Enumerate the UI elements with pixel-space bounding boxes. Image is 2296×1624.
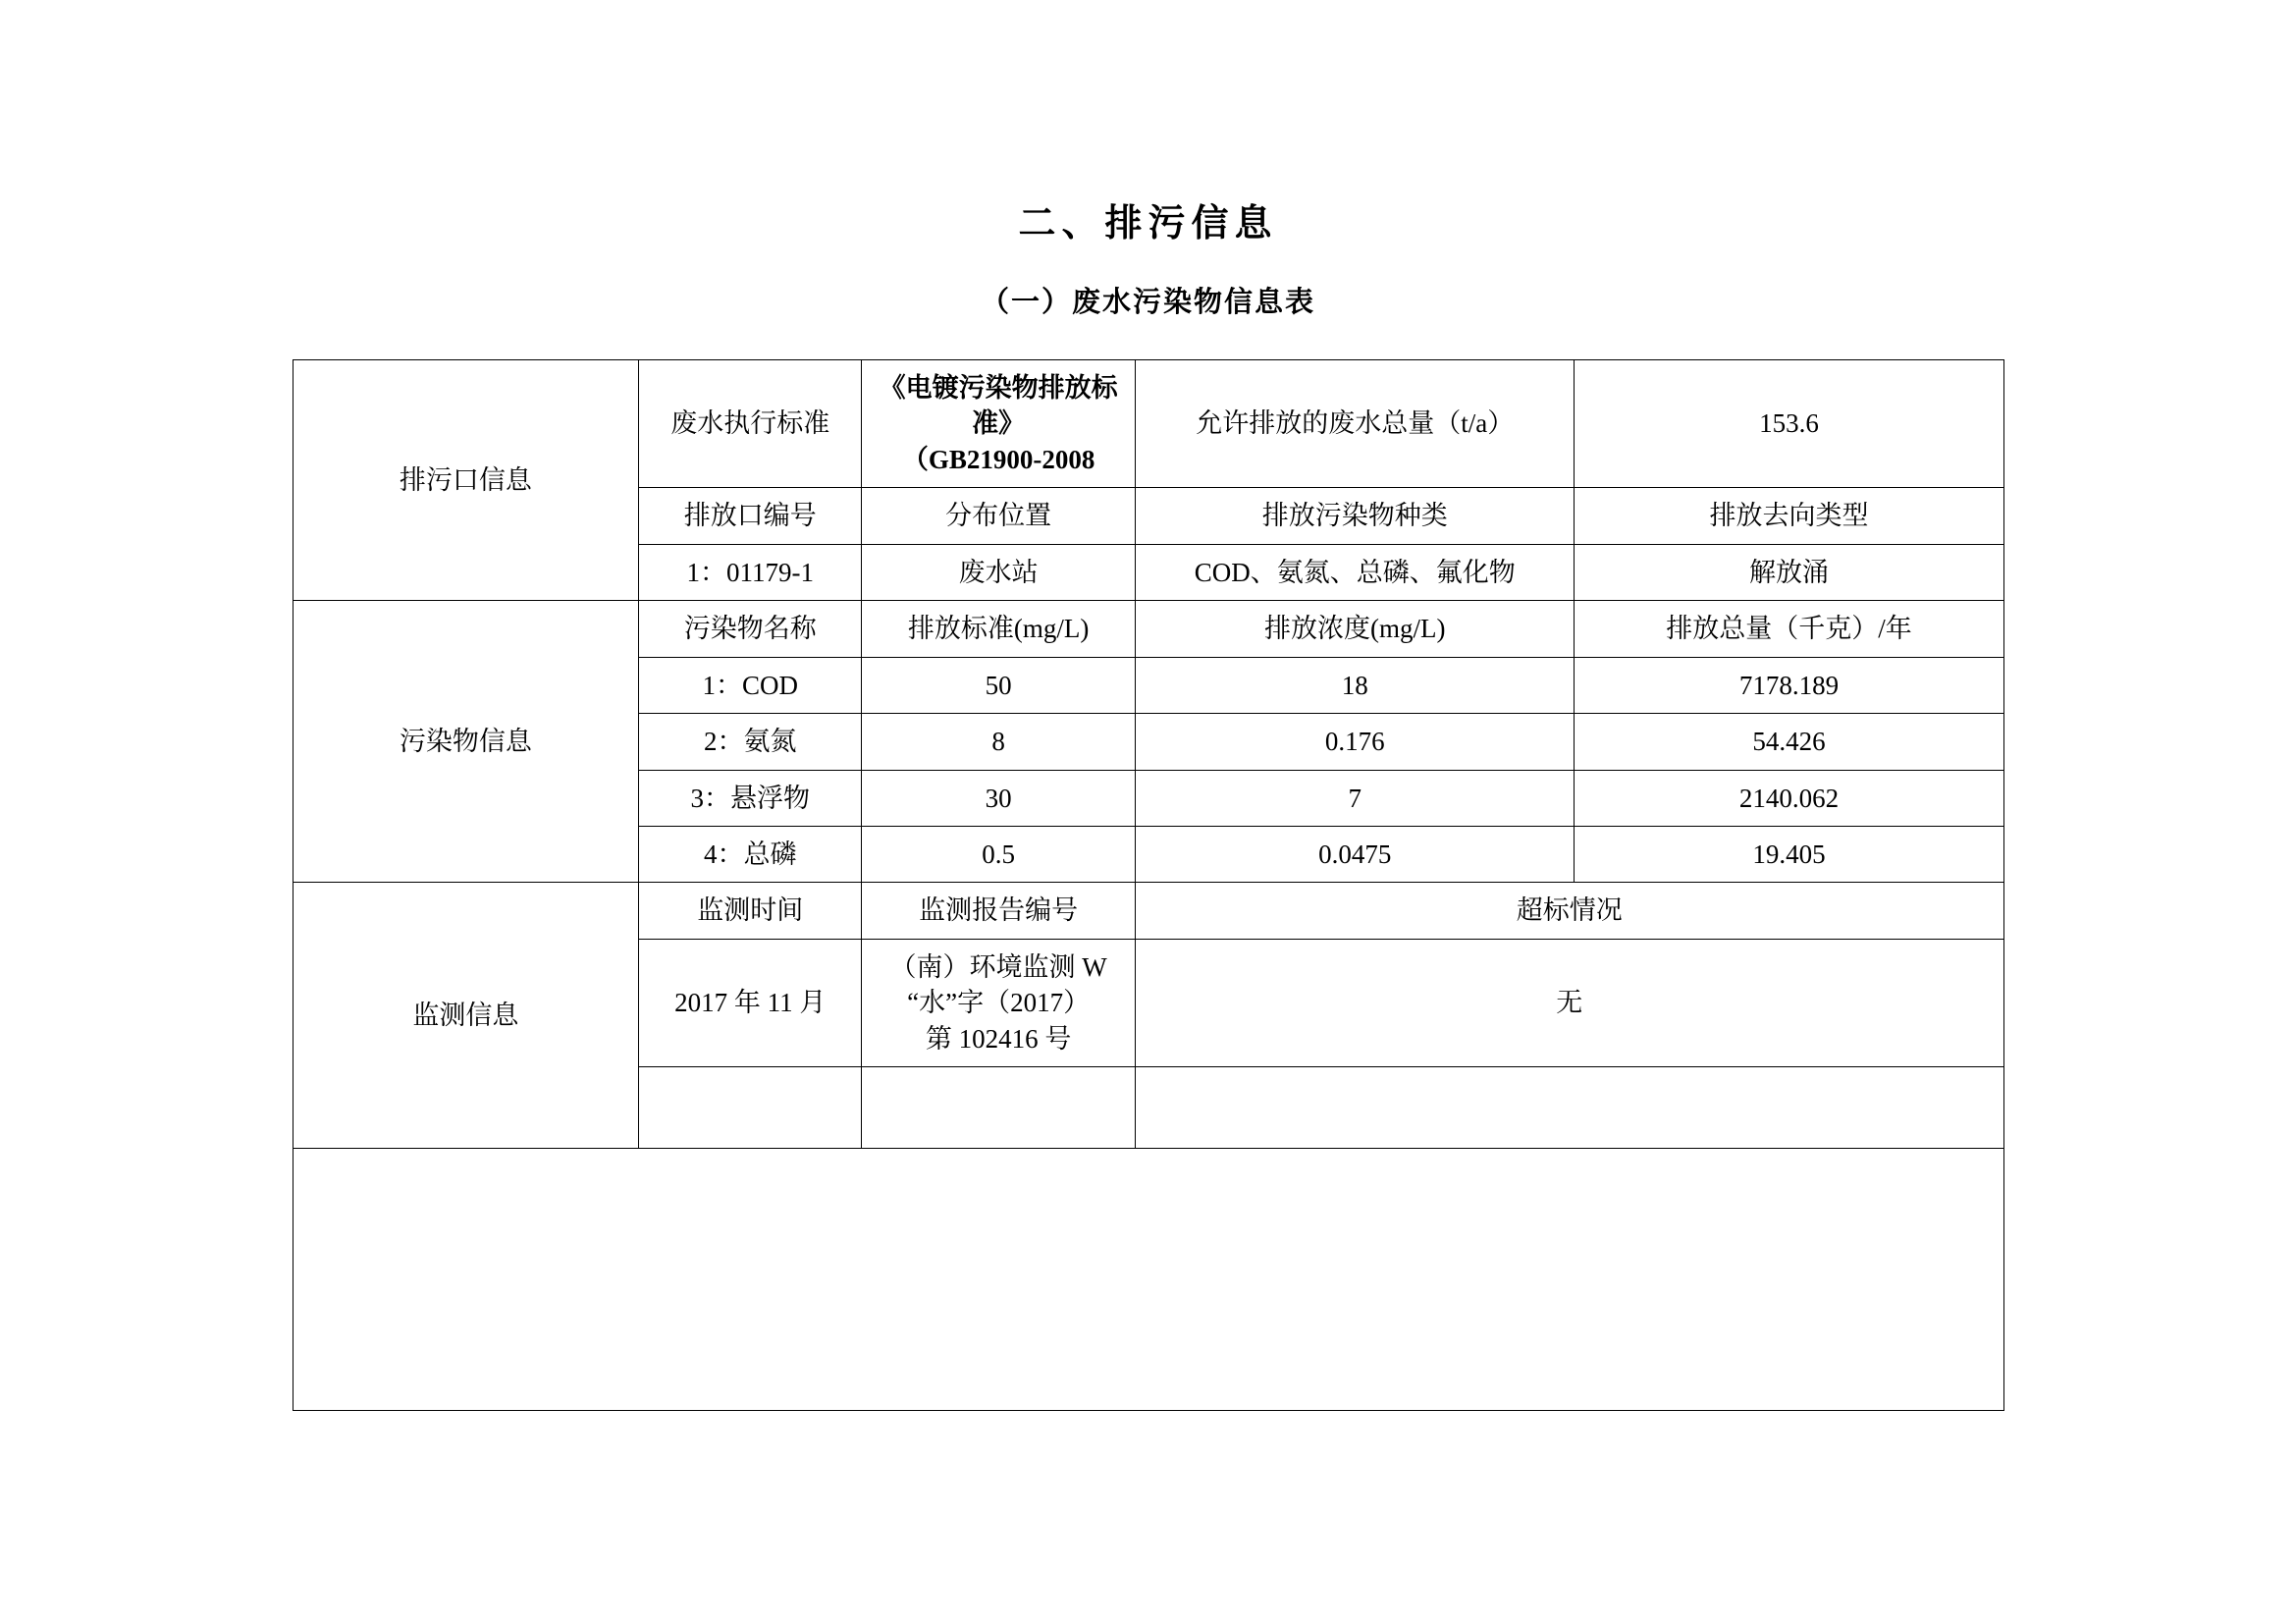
pollutant-row-1-total: 7178.189: [1575, 657, 2003, 713]
pollutant-row-2-total: 54.426: [1575, 714, 2003, 770]
table-row: [293, 360, 2003, 488]
pollutant-header-name: 污染物名称: [639, 601, 862, 657]
pollutant-header-standard: 排放标准(mg/L): [862, 601, 1136, 657]
monitor-empty-exceed: [1136, 1067, 2003, 1149]
monitor-empty-time: [639, 1067, 862, 1149]
monitor-value-time: 2017 年 11 月: [639, 939, 862, 1066]
pollutant-row-3-total: 2140.062: [1575, 770, 2003, 826]
pollutant-row-3-standard: 30: [862, 770, 1136, 826]
pollutant-row-4-name: 4：总磷: [639, 826, 862, 882]
outlet-standard-value: [862, 360, 1136, 488]
monitor-value-report-line3: 第 102416 号: [925, 1023, 1072, 1054]
section-label-outlet: 排污口信息: [293, 360, 639, 601]
pollutant-header-concentration: 排放浓度(mg/L): [1136, 601, 1575, 657]
page-subtitle: （一）废水污染物信息表: [980, 287, 1315, 318]
monitor-value-report-line1: （南）环境监测 W: [889, 951, 1107, 982]
pollutant-row-3-name: 3：悬浮物: [639, 770, 862, 826]
pollutant-row-4-standard: 0.5: [862, 826, 1136, 882]
pollutant-row-2-name: 2：氨氮: [639, 714, 862, 770]
footer-blank-area: [293, 1149, 2003, 1411]
pollutant-row-1-standard: 50: [862, 657, 1136, 713]
page-title: 二、排污信息: [1018, 203, 1278, 244]
outlet-standard-label: 废水执行标准: [639, 360, 862, 488]
monitor-header-exceed: 超标情况: [1136, 883, 2003, 939]
pollutant-row-4-total: 19.405: [1575, 826, 2003, 882]
monitor-value-report-line2: “水”字（2017）: [907, 988, 1091, 1018]
outlet-value-type: COD、氨氮、总磷、氟化物: [1136, 544, 1575, 600]
section-label-pollutant: 污染物信息: [293, 601, 639, 883]
outlet-header-code: 排放口编号: [639, 488, 862, 544]
pollutant-row-1-name: 1：COD: [639, 657, 862, 713]
monitor-value-report: [862, 939, 1136, 1066]
outlet-header-destination: 排放去向类型: [1575, 488, 2003, 544]
pollutant-row-4-concentration: 0.0475: [1136, 826, 1575, 882]
wastewater-pollutant-table-wrapper: [293, 359, 2004, 1411]
outlet-standard-value-line1: 《电镀污染物排放标准》: [879, 373, 1118, 439]
table-row: [293, 601, 2003, 657]
outlet-total-label: 允许排放的废水总量（t/a）: [1136, 360, 1575, 488]
pollutant-row-1-concentration: 18: [1136, 657, 1575, 713]
table-row: [293, 1149, 2003, 1411]
table-row: [293, 883, 2003, 939]
outlet-value-code: 1：01179-1: [639, 544, 862, 600]
pollutant-row-2-concentration: 0.176: [1136, 714, 1575, 770]
pollutant-row-2-standard: 8: [862, 714, 1136, 770]
pollutant-header-total: 排放总量（千克）/年: [1575, 601, 2003, 657]
wastewater-pollutant-table: [293, 359, 2004, 1411]
outlet-standard-value-line2: （GB21900-2008: [901, 444, 1095, 474]
outlet-value-location: 废水站: [862, 544, 1136, 600]
monitor-header-time: 监测时间: [639, 883, 862, 939]
outlet-header-location: 分布位置: [862, 488, 1136, 544]
monitor-empty-report: [862, 1067, 1136, 1149]
outlet-total-value: 153.6: [1575, 360, 2003, 488]
monitor-header-report: 监测报告编号: [862, 883, 1136, 939]
outlet-value-destination: 解放涌: [1575, 544, 2003, 600]
monitor-value-exceed: 无: [1136, 939, 2003, 1066]
outlet-header-type: 排放污染物种类: [1136, 488, 1575, 544]
pollutant-row-3-concentration: 7: [1136, 770, 1575, 826]
section-label-monitor: 监测信息: [293, 883, 639, 1149]
